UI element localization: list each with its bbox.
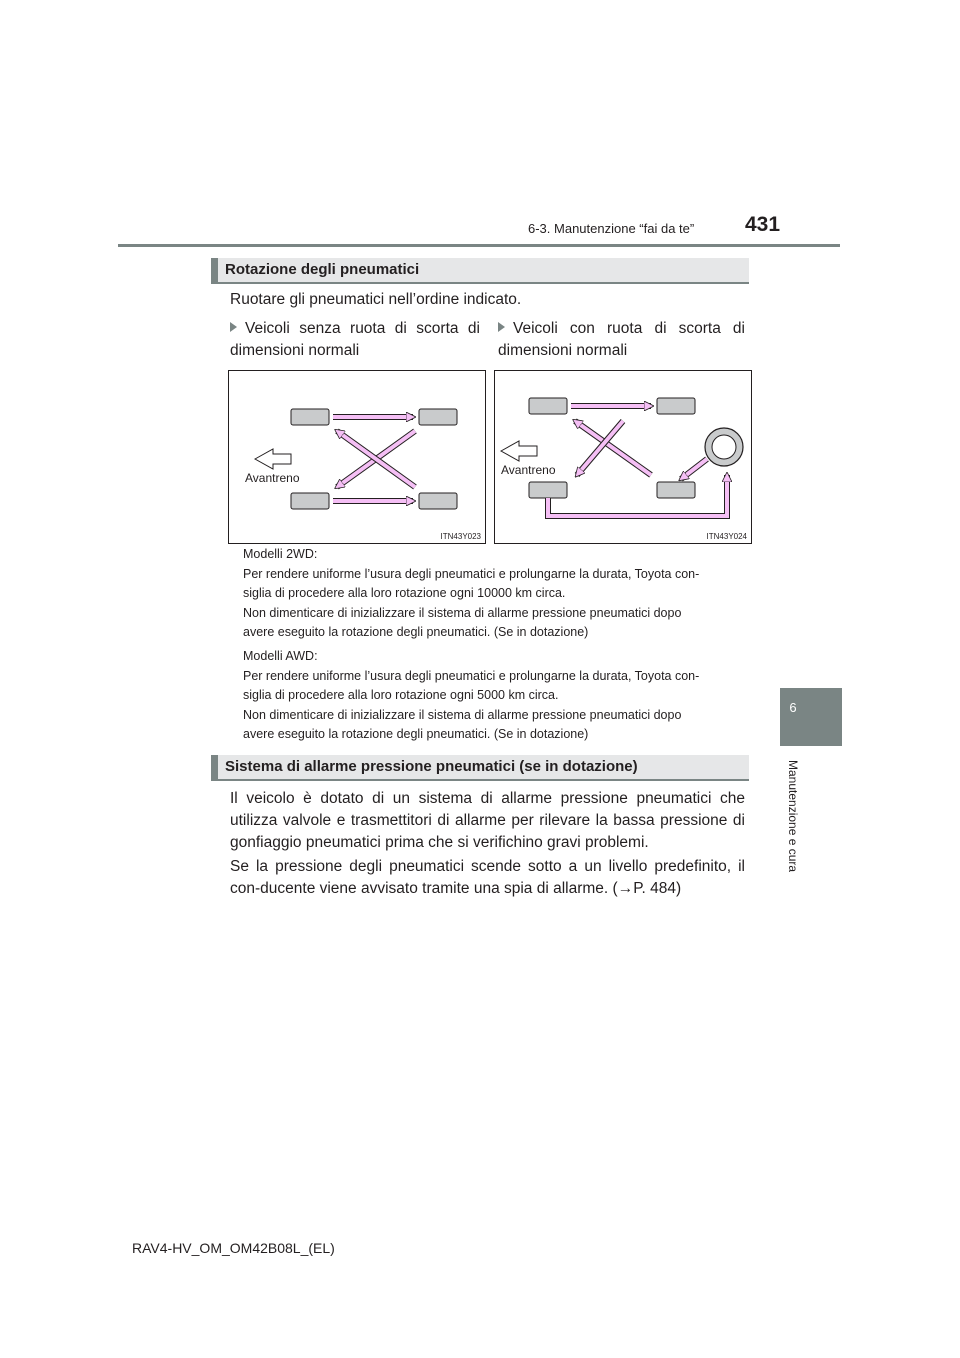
tire-rear-right bbox=[419, 493, 457, 509]
page-number: 431 bbox=[745, 213, 781, 236]
rotation-diagram-no-spare bbox=[228, 370, 486, 544]
chapter-number: 6 bbox=[789, 700, 797, 715]
rotation-diagram-with-spare bbox=[494, 370, 752, 544]
rotation-diagram-svg bbox=[229, 371, 485, 543]
note-2wd: Modelli 2WD: Per rendere uniforme l’usura degli pneumatici e prolungarne la durata, Toyota con- siglia di procedere alla loro rotazione ogni 10000 km circa. Non dimenticare di inizializzare il sistema di allarme pressione pneumatici dopo avere eseguito la rotazione degli pneumatici. (Se in dotazione) bbox=[243, 547, 700, 639]
figure-code: ITN43Y024 bbox=[706, 532, 747, 541]
tire-front-right bbox=[529, 482, 567, 498]
tire-rear-right bbox=[657, 482, 695, 498]
tire-front-left bbox=[529, 398, 567, 414]
tpws-paragraph-2: Se la pressione degli pneumatici scende sotto a un livello predefinito, il con-ducente viene avvisato tramite una spia di allarme. (→P. 484) bbox=[230, 858, 745, 897]
triangle-bullet-icon bbox=[498, 322, 505, 332]
front-direction-arrow-icon bbox=[501, 441, 537, 461]
rotation-intro: Ruotare gli pneumatici nell’ordine indicato. bbox=[230, 291, 522, 308]
front-label: Avantreno bbox=[501, 463, 556, 477]
tire-front-right bbox=[291, 493, 329, 509]
chapter-label: Manutenzione e cura bbox=[786, 760, 800, 873]
rotation-diagram-svg bbox=[495, 371, 751, 543]
section-title: Rotazione degli pneumatici bbox=[225, 261, 420, 278]
running-header-section: 6-3. Manutenzione “fai da te” bbox=[528, 221, 695, 236]
bullet-no-spare: Veicoli senza ruota di scorta di dimensioni normali bbox=[230, 320, 480, 359]
section-heading-tire-rotation bbox=[211, 258, 749, 284]
tire-rear-left bbox=[419, 409, 457, 425]
section-title: Sistema di allarme pressione pneumatici (se in dotazione) bbox=[225, 758, 638, 775]
header-rule bbox=[118, 244, 840, 247]
section-heading-tpws bbox=[211, 755, 749, 781]
tire-front-left bbox=[291, 409, 329, 425]
front-label: Avantreno bbox=[245, 471, 300, 485]
bullet-with-spare: Veicoli con ruota di scorta di dimensioni normali bbox=[498, 320, 745, 359]
front-direction-arrow-icon bbox=[255, 449, 291, 469]
note-awd: Modelli AWD: Per rendere uniforme l’usura degli pneumatici e prolungarne la durata, Toyota con- siglia di procedere alla loro rotazione ogni 5000 km circa. Non dimenticare di inizializzare il sistema di allarme pressione pneumatici dopo avere eseguito la rotazione degli pneumatici. (Se in dotazione) bbox=[243, 649, 700, 741]
document-code: RAV4-HV_OM_OM42B08L_(EL) bbox=[132, 1240, 335, 1256]
figure-code: ITN43Y023 bbox=[440, 532, 481, 541]
chapter-tab bbox=[780, 688, 842, 746]
tpws-paragraph-1: Il veicolo è dotato di un sistema di allarme pressione pneumatici che utilizza valvole e trasmettitori di allarme per rilevare la bassa pressione di gonfiaggio pneumatici prima che si verifichino gravi problemi. bbox=[230, 790, 745, 851]
tire-rear-left bbox=[657, 398, 695, 414]
triangle-bullet-icon bbox=[230, 322, 237, 332]
